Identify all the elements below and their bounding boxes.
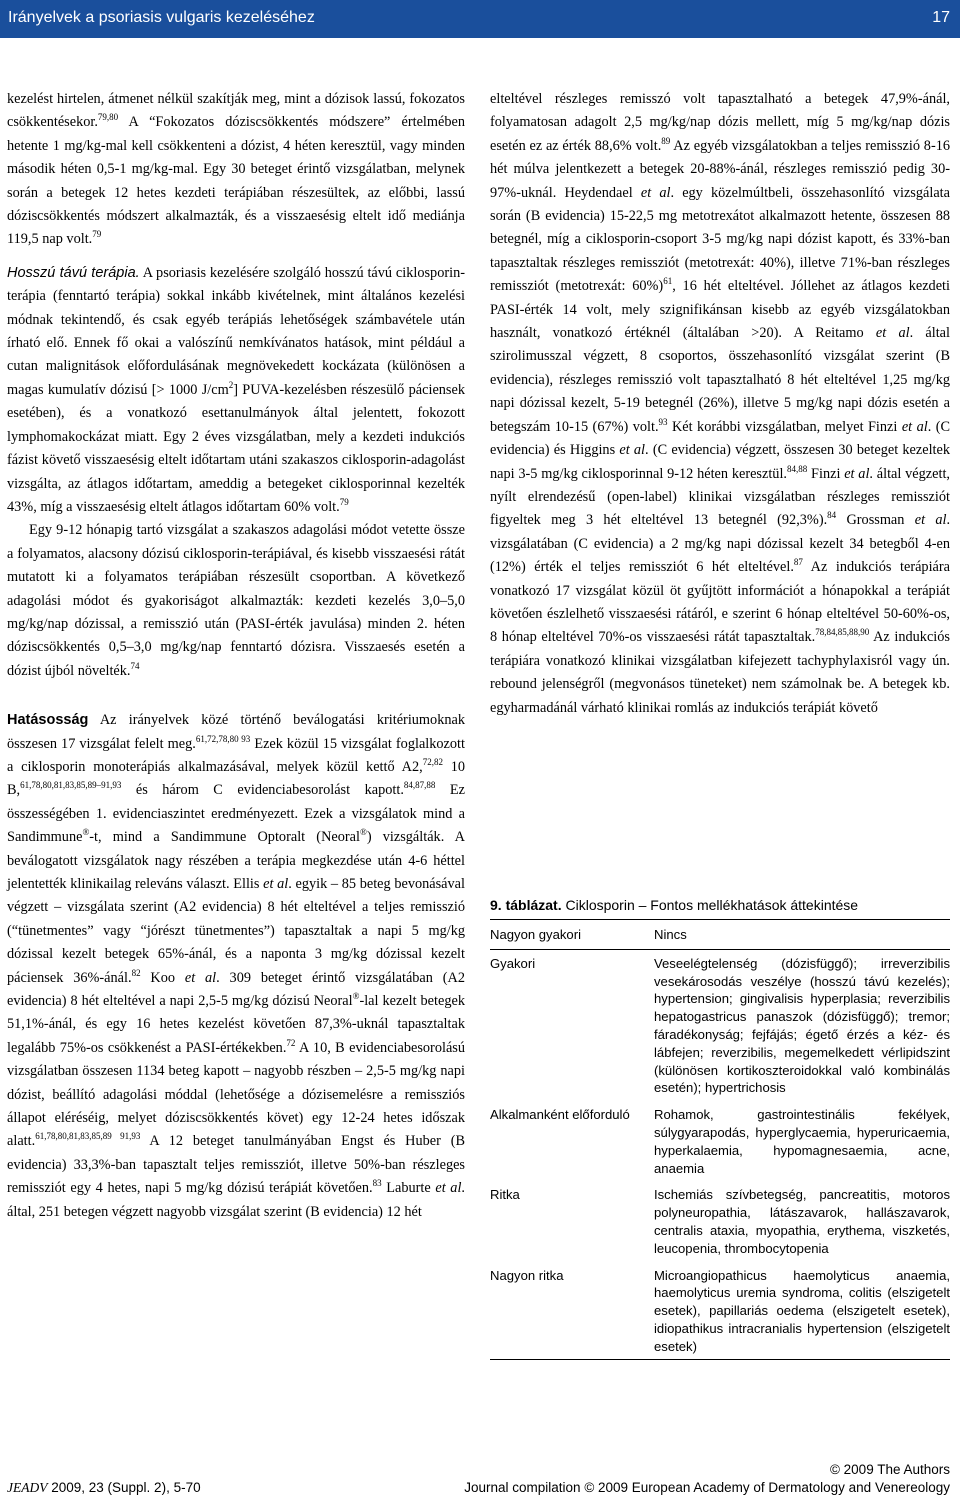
side-effects-table: [490, 920, 950, 1360]
side-effects-list: Ischemiás szívbetegség, pancreatitis, motoros polyneuropathia, látászavarok, hallászavarok, centralis ataxia, myopathia, erythema, viszketés, leucopenia, thrombocytopenia: [654, 1187, 950, 1256]
paragraph-long-term-therapy: Hosszú távú terápia. A psoriasis kezelésére szolgáló hosszú távú ciklosporin-terápia (fenntartó terápia) sokkal inkább kivételnek, mint általános kezelési módnak tekintendő, és csak egyéb terápiás lehetőségek számbavétele után írható elő. Ennek fő okai a valószínű nemkívánatos hatások, mint például a cutan malignitások előfordulásának megnövekedett kockázata (különösen a magas kumulatív dózisú [> 1000 $J/cm^2$] PUVA-kezelésben részesülő páciensek esetében), és a vonatkozó esettanulmányok által jelentett, fokozott lymphomakockázat miatt. Egy 2 éves vizsgálatban, mely a kezdeti indukciós fázist követő visszaesésig eltelt időtartam utáni szakaszos ciklosporin-adagolást vizsgálta, az átlagos időtartam, ameddig a betegeket ciklosporinnal kezelték 43%, míg a visszaesésig eltelt átlagos időtartam 60% volt.$^{79}$: [7, 264, 465, 515]
table-number: 9. táblázat.: [490, 897, 562, 913]
paragraph-intermittent-dosing: Egy 9-12 hónapig tartó vizsgálat a szakaszos adagolási módot vetette össze a folyamatos, alacsony dózisú ciklosporin-terápiával, és kisebb visszaesési rátát mutatott ki a folyamatos terápiában részesült csoportban. A következő adagolási módot és gyakoriságot alkalmazták: kezdeti kezelés 3,0–5,0 mg/kg/nap dózissal, a remisszió után (PASI-érték javulása) minden 2. héten dóziscsökkentés 0,5–3,0 mg/kg/nap fenntartó dózisra. Visszaesés esetén a dózist újból növelték.$^{74}$: [7, 522, 465, 679]
journal-citation: JEADV 2009, 23 (Suppl. 2), 5-70: [7, 1480, 201, 1495]
side-effects-table-block: [490, 897, 950, 1360]
paragraph-dose-reduction: kezelést hirtelen, átmenet nélkül szakítják meg, mint a dózisok lassú, fokozatos csökkentésekor.$^{79,80}$ A “Fokozatos dóziscsökkentés módszere” értelmében hetente 1 mg/kg-mal kell csökkenteni a dózist, 4 héten keresztül, vagy minden második héten 0,5-1 mg/kg-mal. Egy 30 beteget érintő vizsgálatban, melynek során a betegek 12 hetes kezdeti terápiában részesültek, az előbbi, lassú dóziscsökkentés módszert alkalmazták, és a visszaesésig eltelt idő mediánja 119,5 nap volt.$^{79}$: [7, 91, 465, 248]
frequency-category: Ritka: [490, 1187, 520, 1203]
table-row: [490, 920, 950, 949]
frequency-category: Gyakori: [490, 955, 536, 971]
side-effects-list: Microangiopathicus haemolyticus anaemia, haemolyticus uremia syndroma, colitis (elszigetelt esetek), papillariás oedema (elszigetelt esetek), idiopathikus intracranialis hypertension (elszigetelt esetek): [654, 1262, 950, 1359]
page-header-bar: [0, 0, 960, 38]
frequency-category: Alkalmanként előforduló: [490, 1107, 630, 1123]
subheading-efficacy: Hatásosság: [7, 712, 89, 729]
side-effects-list: Veseelégtelenség (dózisfüggő); irreverzibilis vesekárosodás veszélye (hosszú távú kezelés); hypertension; gingivalisis hyperplasia; reverzibilis hepatogastricus panaszok (dózisfüggő); tremor; fáradékonyság; fejfájás; égető érzés a kéz- és lábfejen; reverzibilis, megemelkedett vérlipidszint (különösen kortikoszteroidokkal való kombinálás esetén); hypertrichosis: [654, 955, 950, 1096]
page-number: 17: [932, 9, 950, 26]
journal-name: JEADV: [7, 1480, 48, 1495]
copyright-authors: © 2009 The Authors: [829, 1462, 950, 1477]
running-title: Irányelvek a psoriasis vulgaris kezeléséhez: [8, 9, 315, 26]
paragraph-remission-results: elteltével részleges remisszó volt tapasztalható a betegek 47,9%-ánál, folyamatosan adagolt 2,5 mg/kg/nap dózis mellett, míg 5 mg/kg/nap dózis esetén ez az érték 88,6% volt.$^{89}$ Az egyéb vizsgálatokban a teljes remisszió 8-16 hét múlva jelentkezett a betegek 20-88%-ánál, részleges remisszió pedig 30-97%-uknál. Heydendael et al. egy közelmúltbeli, összehasonlító vizsgálata során (B evidencia) 15-22,5 mg metotrexátot alkalmazott hetente, összesen 88 betegnél, míg a ciklosporin-csoport 3-5 mg/kg napi dózist kapott, és 33%-ban tapasztaltak részleges remissziót (metotrexát: 40%), illetve 71%-ban részleges remissziót (metotrexát: 60%)$^{61}$, 16 hét elteltével. Jóllehet az átlagos kezdeti PASI-érték 14 volt, mely szignifikánsan kisebb az egyéb vizsgálatokban használt, vonatkozó értéknél (általában >20). A Reitamo et al. által szirolimusszal végzett, 8 csoportos, összehasonlító vizsgálat szerint (B evidencia), részleges remisszió volt tapasztalható 8 hét elteltével 1,25 mg/kg napi dózissal kezelt, 5-19 betegnél (26%), illetve 5 mg/kg napi dózis esetén a betegszám 10-15 (67%) volt.$^{93}$ Két korábbi vizsgálatban, melyet Finzi et al. (C evidencia) és Higgins et al. (C evidencia) végzett, összesen 30 beteget kezeltek napi 3-5 mg/kg ciklosporinnal 9-12 héten keresztül.$^{84,88}$ Finzi et al. által végzett, nyílt elrendezésű (open-label) klinikai vizsgálatban részleges remissziót figyeltek meg 3 hét elteltével 13 betegnél (92,3%).$^{84}$ Grossman et al. vizsgálatában (C evidencia) a 2 mg/kg napi dózissal kezelt 34 betegből 4-en (12%) érték el teljes remissziót 6 hét elteltével.$^{87}$ Az indukciós terápiára vonatkozó 17 vizsgálat közül öt gyűjtött információt a hónapokkal a terápiát követően észlelhető visszaesési rátáról, e szerint 6 hónap elteltével 50-60%-os, 8 hónap elteltével 70%-os visszaesési rátát tapasztaltak.$^{78,84,85,88,90}$ Az indukciós terápiára vonatkozó klinikai vizsgálatban kifejezett tachyphylaxisról vagy ún. rebound jelenségről (megvonásos tüneteket) nem számolnak be. A betegek kb. egyharmadánál várható klinikai romlás az indukciós terápiát követő: [490, 91, 951, 716]
copyright-compilation: Journal compilation © 2009 European Academy of Dermatology and Venereology: [464, 1480, 950, 1495]
table-row: [490, 1262, 950, 1359]
side-effects-list: Nincs: [654, 920, 950, 949]
side-effects-list: Rohamok, gastrointestinális fekélyek, súlygyarapodás, hyperglycaemia, hyperuricaemia, hyperkalaemia, hypomagnesaemia, acne, anaemia: [654, 1107, 950, 1176]
table-row: [490, 949, 950, 1101]
table-caption: 9. táblázat. Ciklosporin – Fontos mellékhatások áttekintése: [490, 897, 950, 920]
frequency-category: Nagyon gyakori: [490, 920, 654, 949]
paragraph-efficacy: Hatásosság Az irányelvek közé történő beválogatási kritériumoknak összesen 17 vizsgálat felelt meg.$^{61,72,78,80 93}$ Ezek közül 15 vizsgálat foglalkozott a ciklosporin monoterápiás alkalmazásával, melyek közül kettő A2,$^{72,82}$ 10 B,$^{61,78,80,81,83,85,89-91,93}$ és három C evidenciabesorolást kapott.$^{84,87,88}$ Ez összességében 1. evidenciaszintet eredményezett. Ezek a vizsgálatok mind a Sandimmune®-t, mind a Sandimmune Optoralt (Neoral®) vizsgálták. A beválogatott vizsgálatok nagy részében a terápia megkezdése után 4-6 héttel jelentették klinikailag releváns választ. Ellis et al. egyik – 85 beteg bevonásával végzett – vizsgálata szerint (A2 evidencia) 8 hét elteltével a teljes remisszió (“tünetmentes” vagy “jórészt tünetmentes”) tapasztaltak a napi 5 mg/kg dózissal kezelt betegek 65%-ánál, és a naponta 3 mg/kg dózissal kezelt páciensek 36%-ánál.$^{82}$ Koo et al. 309 beteget érintő vizsgálatában (A2 evidencia) 8 hét elteltével a napi 2,5-5 mg/kg dózisú Neoral®-lal kezelt betegek 51,1%-ánál, és egy 16 hetes kezelést követően 87,3%-uknál tapasztaltak legalább 75%-os csökkenést a PASI-értékekben.$^{72}$ A 10, B evidenciabesorolású vizsgálatban összesen 1134 beteg kapott – nagyobb részben – 2,5-5 mg/kg napi dózist, beállító adagolási móddal (lehetősége a dózisemelésre a remissziós állapot eléréséig, melyet dóziscsökkentés követ) egy 12-24 hetes időszak alatt.$^{61,78,80,81,83,85,89 91,93}$ A 12 beteget tanulmányában Engst és Huber (B evidencia) 33,3%-ban tapasztalt teljes remissziót, illetve 50%-ban részleges remissziót egy 4 hetes, napi 5 mg/kg dózisú terápiát követően.$^{83}$ Laburte et al. által, 251 betegen végzett nagyobb vizsgálat szerint (B evidencia) 12 hét: [7, 712, 466, 1220]
subheading-long-term-therapy: Hosszú távú terápia.: [7, 264, 140, 281]
table-row: [490, 1101, 950, 1181]
left-column: [7, 88, 465, 1224]
right-column: [490, 88, 950, 720]
table-row: [490, 1181, 950, 1261]
frequency-category: Nagyon ritka: [490, 1262, 654, 1359]
